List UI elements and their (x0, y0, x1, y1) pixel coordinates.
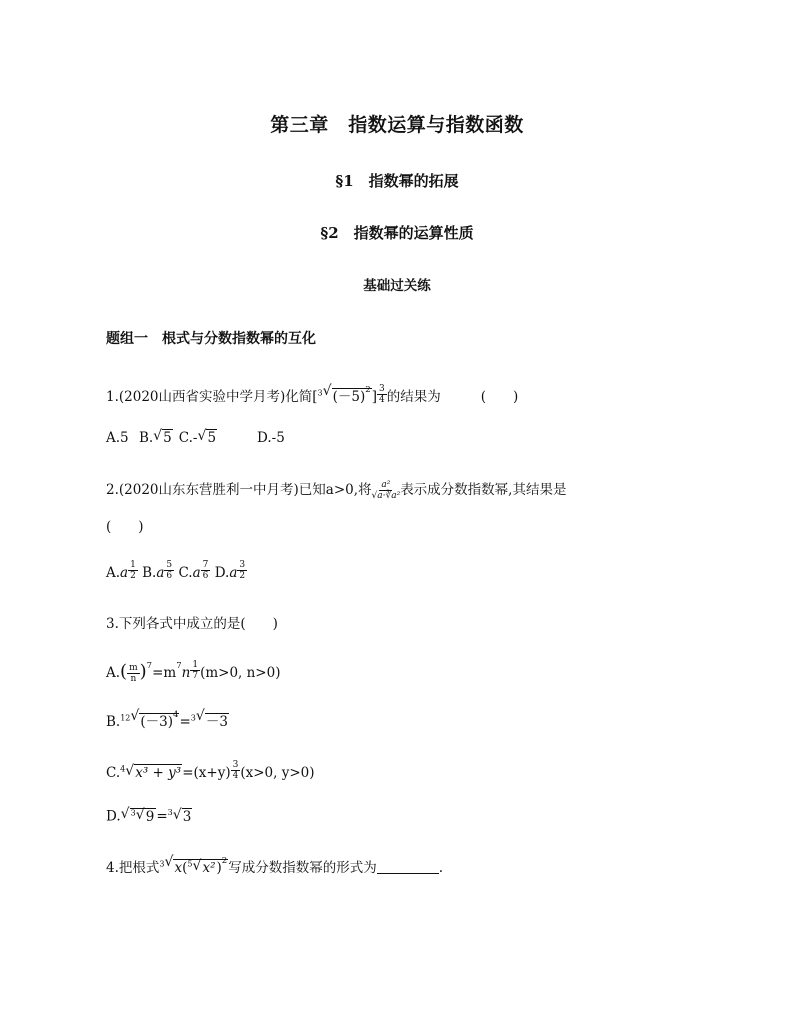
q2-option-c-base: a (192, 565, 201, 581)
drill-title: 基础过关练 (363, 278, 431, 294)
q2-option-a-exp-num: 1 (130, 560, 136, 570)
q3-c-exp-den: 4 (232, 771, 239, 781)
q3-d-index2: 3 (167, 808, 173, 817)
q3-c-radical (125, 765, 182, 781)
q3-c-exp (231, 760, 241, 781)
q4-inner-open: ( (182, 860, 188, 876)
q3-d-outer-radical (121, 808, 157, 825)
question-4 (106, 856, 443, 876)
q1-answer-paren: ( ) (480, 389, 519, 405)
q1-radical (323, 385, 372, 405)
q2-fraction-den: √a·∛a² (371, 491, 401, 501)
q4-inner-radicand: x² (202, 860, 216, 876)
q2-option-b-exp-num: 5 (166, 560, 173, 570)
q2-option-a-exp-den: 2 (130, 571, 136, 581)
q3-d-inner: 9 (145, 808, 155, 825)
q4-suffix: 写成分数指数幂的形式为 (228, 860, 377, 876)
q2-answer-paren: ( ) (106, 519, 144, 535)
q1-option-b-radical (153, 430, 173, 446)
q3-option-a: A.( $\frac{m}{n}$ )$^7=m^7n$ $\frac{1}{7}$ (m>0, n>0) (106, 660, 281, 684)
q3-option-c (106, 760, 315, 781)
q1-prefix: 1.(2020山西省实验中学月考)化简[ (106, 389, 318, 405)
question-2 (106, 478, 566, 501)
q1-radicand-exp: 2 (365, 385, 371, 395)
q2-option-b-base: a (156, 565, 165, 581)
section-2-title: §2 指数幂的运算性质 (320, 224, 474, 242)
group-title: 题组一 根式与分数指数幂的互化 (106, 331, 316, 347)
q1-option-b-radicand: 5 (163, 430, 172, 446)
q1-outer-exp-num: 3 (378, 384, 385, 394)
q3-c-exp-num: 3 (232, 760, 239, 770)
q2-option-b-exp (164, 560, 174, 581)
q1-option-a: A.5 (106, 430, 129, 446)
q3-a-mid: =m (152, 665, 177, 681)
q3-d-inner-radical (136, 809, 156, 825)
q3-c-label: C. (106, 765, 121, 781)
section-1-title: §1 指数幂的拓展 (335, 172, 459, 190)
q2-option-d-exp-den: 2 (239, 571, 246, 581)
q1-option-c-label: C.- (178, 430, 198, 446)
q4-answer-blank[interactable] (377, 861, 439, 874)
q3-d-eq: = (156, 808, 168, 825)
q3-b-index2: 3 (190, 713, 196, 723)
q3-a-n-exp-num: 1 (192, 660, 199, 670)
q2-option-d-exp (237, 560, 247, 581)
q3-option-b (106, 710, 229, 730)
q3-b-radicand2: －3 (205, 714, 228, 730)
q2-option-b-exp-den: 6 (166, 571, 173, 581)
q3-option-d (106, 808, 192, 825)
q2-options (106, 560, 247, 581)
q4-inner-radical (192, 860, 216, 876)
q2-option-d-label: D. (214, 565, 230, 581)
q3-c-eq: =(x+y) (182, 765, 231, 781)
q2-option-a-exp (128, 560, 138, 581)
question-1 (106, 384, 518, 405)
q1-options (106, 430, 285, 446)
q2-option-c-exp-den: 6 (202, 571, 209, 581)
q1-option-c-radicand: 5 (207, 430, 217, 446)
q2-option-b-label: B. (142, 565, 157, 581)
q4-radicand-x: x (174, 860, 183, 876)
q1-outer-exp (377, 384, 387, 405)
q4-end: . (438, 860, 444, 876)
q1-option-b-label: B. (138, 430, 154, 446)
q2-option-c-exp-num: 7 (202, 560, 209, 570)
q3-d-radicand2: 3 (182, 808, 192, 825)
q4-prefix: 4.把根式 (106, 860, 160, 876)
q2-option-a-label: A. (106, 565, 121, 581)
q1-suffix: 的结果为 (386, 389, 441, 405)
q3-a-frac-num: m (129, 663, 138, 673)
q3-b-eq: = (179, 714, 191, 730)
q3-a-m-exp: 7 (176, 661, 182, 671)
q1-radicand: (－5) (332, 389, 366, 405)
q4-inner-close: ) (216, 860, 222, 876)
q3-a-n: n (181, 665, 191, 681)
q2-prefix: 2.(2020山东东营胜利一中月考)已知a>0,将 (106, 482, 372, 498)
q3-b-index: 12 (120, 713, 131, 723)
q2-option-d-exp-num: 3 (239, 560, 246, 570)
q1-option-c-radical (197, 430, 217, 446)
q2-fraction-num: a² (381, 480, 391, 490)
q2-option-d-base: a (229, 565, 238, 581)
q3-b-radical (130, 710, 179, 730)
q2-suffix: 表示成分数指数幂,其结果是 (400, 482, 567, 498)
q3-a-fraction (127, 663, 140, 684)
chapter-title: 第三章 指数运算与指数函数 (270, 114, 524, 136)
q3-a-cond: (m>0, n>0) (200, 665, 281, 681)
q1-root-index: 3 (317, 388, 323, 398)
q3-a-label: A. (106, 665, 121, 681)
q3-b-radicand: (－3) (140, 714, 174, 730)
q1-outer-exp-den: 4 (378, 395, 385, 405)
q2-fraction (372, 480, 401, 501)
q4-inner-index: 5 (187, 859, 193, 869)
q3-b-rad-exp: 4 (173, 710, 179, 720)
q3-a-exp: 7 (146, 661, 153, 671)
q2-option-a-base: a (120, 565, 129, 581)
q2-option-c-exp (201, 560, 211, 581)
q3-a-n-exp (190, 660, 200, 681)
q4-radical (164, 856, 228, 876)
q3-d-inner-index: 3 (130, 808, 136, 817)
q3-c-index: 4 (120, 764, 126, 774)
q1-option-d: D.-5 (257, 430, 285, 446)
q3-b-label: B. (106, 714, 121, 730)
q3-stem: 3.下列各式中成立的是( ) (106, 616, 278, 632)
q4-index: 3 (159, 859, 165, 869)
q3-a-frac-den: n (130, 674, 137, 684)
q3-c-cond: (x>0, y>0) (240, 765, 315, 781)
q3-b-radical2 (196, 710, 229, 730)
q3-d-radical2 (173, 809, 193, 825)
q3-c-radicand: x³ + y³ (135, 765, 182, 781)
q2-option-c-label: C. (178, 565, 193, 581)
q3-d-label: D. (106, 808, 121, 825)
q3-a-n-exp-den: 7 (192, 671, 199, 681)
q4-inner-exp: 2 (221, 856, 228, 866)
q1-close: ] (371, 389, 377, 405)
